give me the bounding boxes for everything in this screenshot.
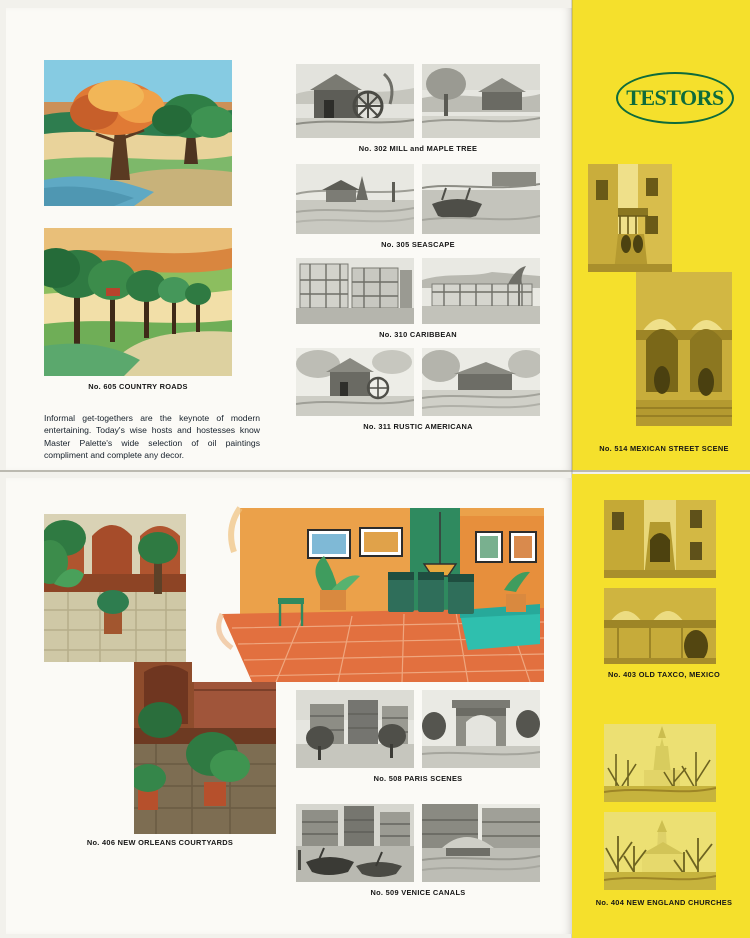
artwork-406-upper (44, 514, 186, 662)
artwork-514-lower (636, 272, 732, 426)
artwork-310-right (422, 258, 540, 324)
artwork-310-left (296, 258, 414, 324)
caption-305: No. 305 SEASCAPE (381, 240, 455, 249)
caption-508: No. 508 PARIS SCENES (373, 774, 463, 783)
artwork-509-right (422, 804, 540, 882)
artwork-311-left (296, 348, 414, 416)
caption-406: No. 406 NEW ORLEANS COURTYARDS (86, 838, 234, 847)
body-paragraph: Informal get-togethers are the keynote of modern entertaining. Today's wise hosts and hostesses know Master Palette's wide selection of oil paintings compliment and complete any decor. (44, 413, 260, 461)
caption-311: No. 311 RUSTIC AMERICANA (363, 422, 473, 431)
caption-310: No. 310 CARIBBEAN (379, 330, 457, 339)
artwork-302-right (422, 64, 540, 138)
artwork-country-roads-2 (44, 228, 232, 376)
artwork-302-left (296, 64, 414, 138)
caption-514: No. 514 MEXICAN STREET SCENE (599, 444, 729, 453)
artwork-508-right (422, 690, 540, 768)
artwork-305-left (296, 164, 414, 234)
testors-logo (616, 72, 734, 124)
artwork-406-lower (134, 662, 276, 834)
artwork-404-lower (604, 812, 716, 890)
artwork-country-roads-1 (44, 60, 232, 206)
caption-509: No. 509 VENICE CANALS (370, 888, 466, 897)
caption-403: No. 403 OLD TAXCO, MEXICO (607, 670, 721, 679)
artwork-403-upper (604, 500, 716, 578)
artwork-interior-scene (192, 498, 544, 682)
artwork-311-right (422, 348, 540, 416)
artwork-305-right (422, 164, 540, 234)
caption-302: No. 302 MILL and MAPLE TREE (358, 144, 478, 153)
logo-text: TESTORS (626, 85, 724, 110)
caption-country-roads: No. 605 COUNTRY ROADS (88, 382, 188, 391)
artwork-514-upper (588, 164, 672, 272)
caption-404: No. 404 NEW ENGLAND CHURCHES (595, 898, 733, 907)
artwork-404-upper (604, 724, 716, 802)
fold-line-horizontal (0, 470, 750, 472)
artwork-509-left (296, 804, 414, 882)
artwork-508-left (296, 690, 414, 768)
artwork-403-lower (604, 588, 716, 664)
